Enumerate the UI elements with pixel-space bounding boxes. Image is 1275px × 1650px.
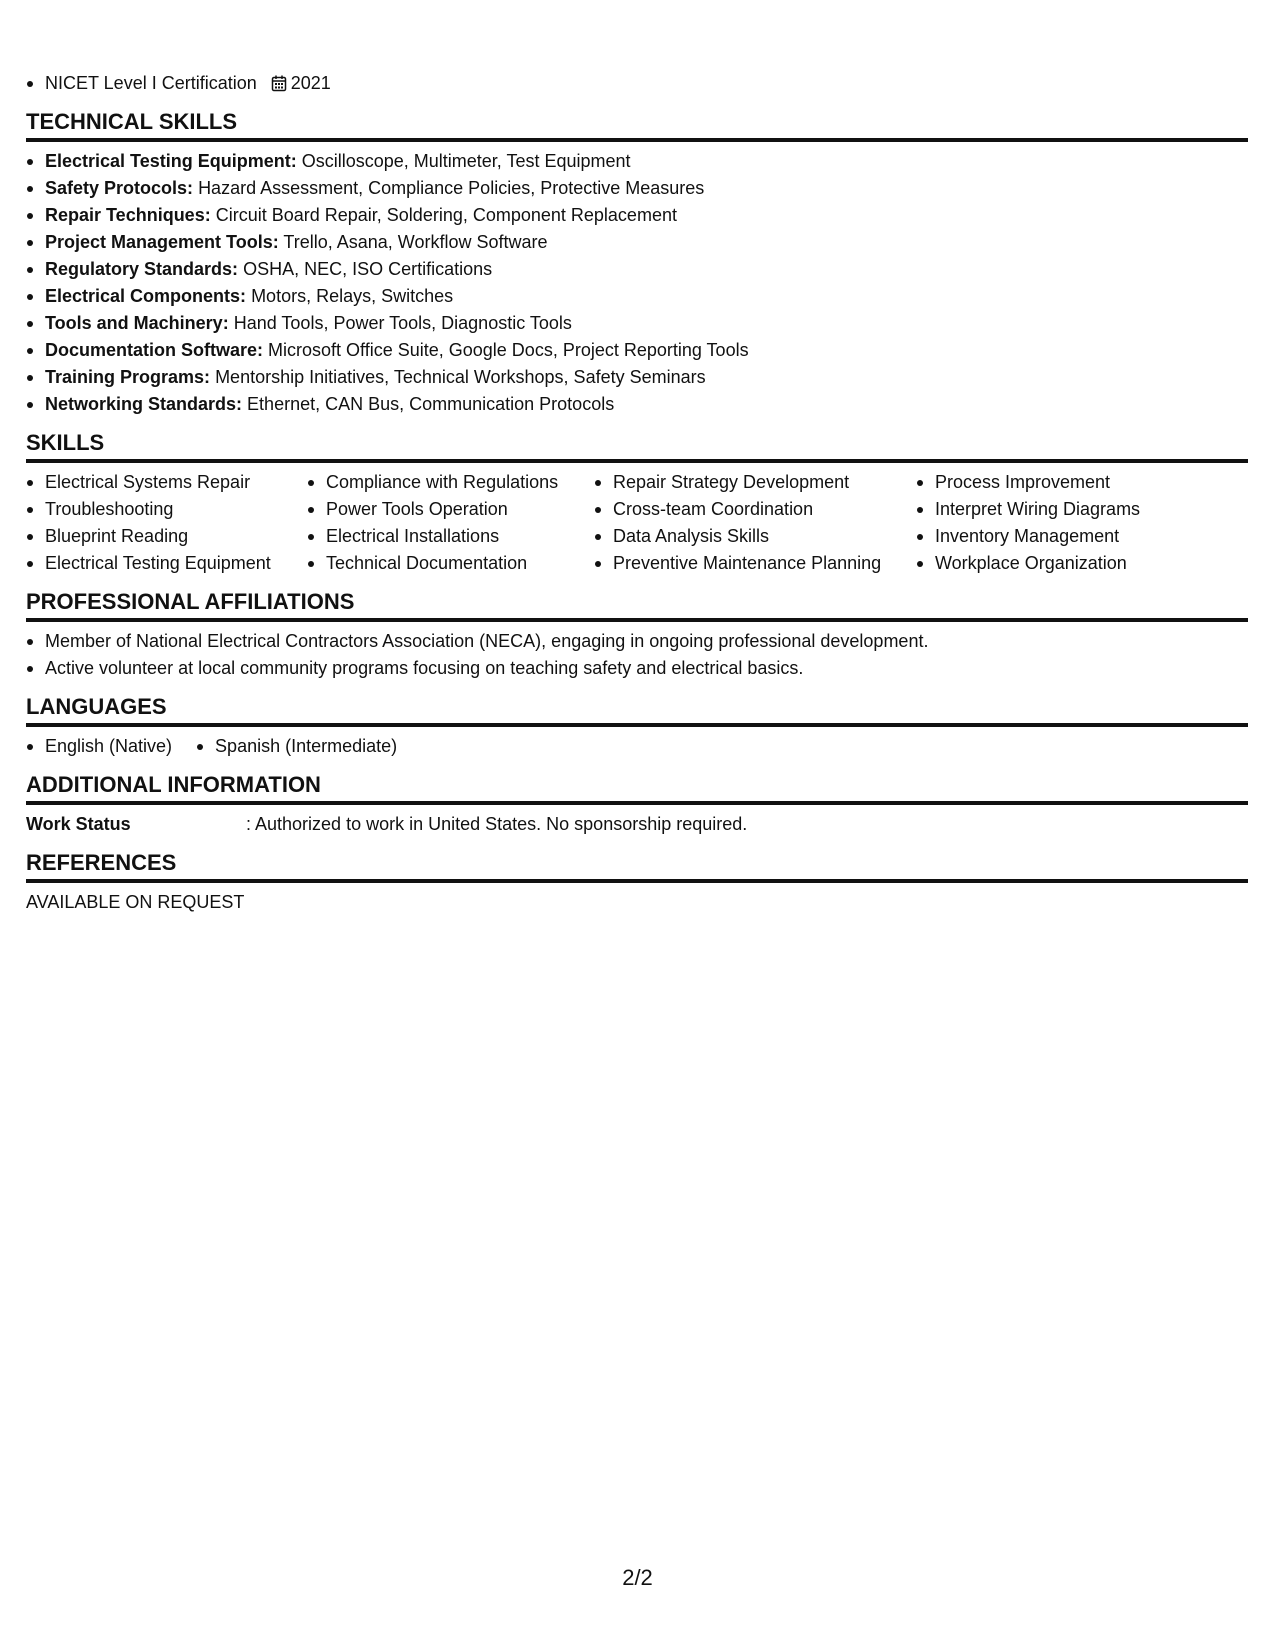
list-item xyxy=(26,337,1248,364)
skills-column-3 xyxy=(594,469,916,577)
skill-label: Electrical Testing Equipment: xyxy=(45,151,297,171)
list-item xyxy=(26,283,1248,310)
resume-page xyxy=(26,70,1248,916)
skill-value: Ethernet, CAN Bus, Communication Protocols xyxy=(247,394,615,414)
additional-info-heading: ADDITIONAL INFORMATION xyxy=(26,771,1248,805)
list-item xyxy=(26,310,1248,337)
list-item: Data Analysis Skills xyxy=(594,523,916,550)
skill-label: Electrical Components: xyxy=(45,286,247,306)
skill-label: Tools and Machinery: xyxy=(45,313,229,333)
skills-grid xyxy=(26,469,1248,577)
affiliations-heading: PROFESSIONAL AFFILIATIONS xyxy=(26,588,1248,622)
list-item xyxy=(26,175,1248,202)
list-item: Compliance with Regulations xyxy=(307,469,594,496)
skill-value: Oscilloscope, Multimeter, Test Equipment xyxy=(301,151,631,171)
technical-skills-list xyxy=(26,148,1248,418)
list-item: Electrical Installations xyxy=(307,523,594,550)
list-item: Preventive Maintenance Planning xyxy=(594,550,916,577)
skills-heading: SKILLS xyxy=(26,429,1248,463)
list-item: Repair Strategy Development xyxy=(594,469,916,496)
skill-value: Motors, Relays, Switches xyxy=(251,286,454,306)
list-item xyxy=(26,391,1248,418)
list-item: Inventory Management xyxy=(916,523,1236,550)
affiliations-list xyxy=(26,628,1248,682)
skill-label: Safety Protocols: xyxy=(45,178,194,198)
skills-section xyxy=(26,429,1248,577)
skill-value: Microsoft Office Suite, Google Docs, Project Reporting Tools xyxy=(268,340,749,360)
list-item: Active volunteer at local community programs focusing on teaching safety and electrical basics. xyxy=(26,655,1248,682)
list-item: Troubleshooting xyxy=(26,496,307,523)
work-status-label: Work Status xyxy=(26,814,131,834)
list-item: Electrical Systems Repair xyxy=(26,469,307,496)
skill-value: Hazard Assessment, Compliance Policies, Protective Measures xyxy=(198,178,705,198)
list-item xyxy=(26,148,1248,175)
certification-year: 2021 xyxy=(290,73,331,93)
certification-list xyxy=(26,70,1248,97)
work-status-row xyxy=(26,811,1248,838)
list-item: Member of National Electrical Contractors Association (NECA), engaging in ongoing professional development. xyxy=(26,628,1248,655)
calendar-icon xyxy=(271,75,287,92)
skill-label: Networking Standards: xyxy=(45,394,243,414)
languages-list xyxy=(26,733,1248,760)
languages-heading: LANGUAGES xyxy=(26,693,1248,727)
languages-section xyxy=(26,693,1248,760)
certification-item xyxy=(26,70,1248,97)
list-item: Power Tools Operation xyxy=(307,496,594,523)
list-item: Workplace Organization xyxy=(916,550,1236,577)
skills-column-4 xyxy=(916,469,1236,577)
skill-value: OSHA, NEC, ISO Certifications xyxy=(243,259,493,279)
list-item: Cross-team Coordination xyxy=(594,496,916,523)
skill-label: Project Management Tools: xyxy=(45,232,279,252)
work-status-value: : Authorized to work in United States. No sponsorship required. xyxy=(246,814,748,834)
list-item: Spanish (Intermediate) xyxy=(196,733,397,760)
skill-value: Hand Tools, Power Tools, Diagnostic Tools xyxy=(233,313,572,333)
references-heading: REFERENCES xyxy=(26,849,1248,883)
skill-value: Circuit Board Repair, Soldering, Component Replacement xyxy=(215,205,677,225)
list-item: English (Native) xyxy=(26,733,172,760)
page-number: 2/2 xyxy=(622,1565,653,1590)
skills-column-1 xyxy=(26,469,307,577)
list-item xyxy=(26,364,1248,391)
skill-value: Mentorship Initiatives, Technical Workshops, Safety Seminars xyxy=(215,367,706,387)
skill-label: Regulatory Standards: xyxy=(45,259,239,279)
list-item: Electrical Testing Equipment xyxy=(26,550,307,577)
certification-name: NICET Level I Certification xyxy=(45,73,257,93)
list-item xyxy=(26,229,1248,256)
list-item: Interpret Wiring Diagrams xyxy=(916,496,1236,523)
additional-info-section xyxy=(26,771,1248,838)
technical-skills-heading: TECHNICAL SKILLS xyxy=(26,108,1248,142)
skill-label: Repair Techniques: xyxy=(45,205,211,225)
technical-skills-section xyxy=(26,108,1248,418)
skill-label: Documentation Software: xyxy=(45,340,264,360)
affiliations-section xyxy=(26,588,1248,682)
skill-label: Training Programs: xyxy=(45,367,211,387)
skills-column-2 xyxy=(307,469,594,577)
list-item: Process Improvement xyxy=(916,469,1236,496)
skill-value: Trello, Asana, Workflow Software xyxy=(283,232,548,252)
references-text: AVAILABLE ON REQUEST xyxy=(26,892,245,912)
list-item: Blueprint Reading xyxy=(26,523,307,550)
list-item: Technical Documentation xyxy=(307,550,594,577)
list-item xyxy=(26,202,1248,229)
list-item xyxy=(26,256,1248,283)
references-section xyxy=(26,849,1248,916)
